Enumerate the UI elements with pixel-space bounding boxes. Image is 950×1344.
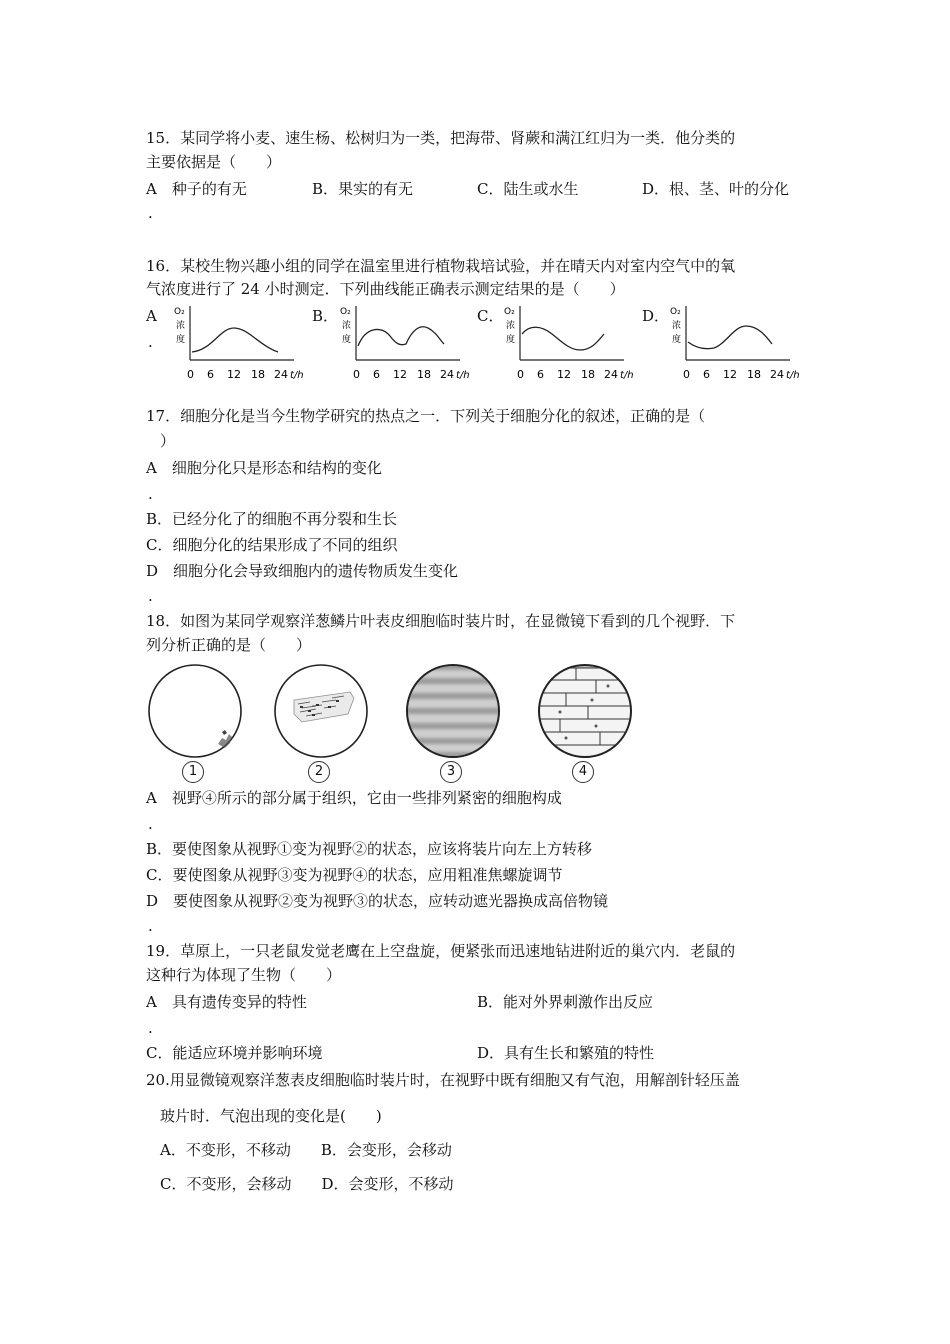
q15-option-a: A 种子的有无: [146, 180, 247, 198]
tick-12: 12: [723, 368, 737, 381]
ylabel-du: 度: [342, 335, 352, 345]
q18-dot-d: .: [148, 917, 153, 935]
ylabel-nong: 浓: [506, 321, 516, 331]
ylabel-nong: 浓: [176, 321, 186, 331]
curve: [192, 328, 278, 352]
q16-dot: .: [148, 333, 153, 351]
q19-stem-line1: 19．草原上，一只老鼠发觉老鹰在上空盘旋，便紧张而迅速地钻进附近的巢穴内．老鼠的: [146, 942, 736, 960]
tick-th: t/h: [620, 370, 634, 381]
q16-graph-c: [502, 300, 632, 389]
q18-option-c: C．要使图象从视野③变为视野④的状态，应用粗准焦螺旋调节: [146, 866, 563, 884]
tick-24: 24: [604, 368, 618, 381]
q19-dot: .: [148, 1019, 153, 1037]
q19-option-a: A 具有遗传变异的特性: [146, 993, 307, 1011]
q15-option-c: C．陆生或水生: [477, 180, 579, 198]
q17-option-a: A 细胞分化只是形态和结构的变化: [146, 459, 382, 477]
ylabel-du: 度: [506, 335, 516, 345]
tick-18: 18: [747, 368, 761, 381]
tick-12: 12: [393, 368, 407, 381]
q16-graph-b: [338, 300, 468, 389]
q20-stem-line2: 玻片时．气泡出现的变化是( ): [160, 1107, 382, 1125]
tick-12: 12: [227, 368, 241, 381]
tick-24: 24: [440, 368, 454, 381]
q17-stem-line2: ）: [160, 432, 176, 450]
microscope-field-3: [404, 662, 502, 764]
curve: [358, 327, 444, 346]
q18-option-d: D 要使图象从视野②变为视野③的状态，应转动遮光器换成高倍物镜: [146, 892, 609, 910]
field-label-1: 1: [182, 761, 204, 783]
ylabel-o2: O₂: [340, 307, 351, 317]
q17-stem-line1: 17．细胞分化是当今生物学研究的热点之一．下列关于细胞分化的叙述，正确的是（: [146, 407, 706, 425]
field-label-4: 4: [572, 761, 594, 783]
q15-dot: .: [148, 204, 153, 222]
ylabel-o2: O₂: [670, 307, 681, 317]
tick-th: t/h: [290, 370, 304, 381]
tick-th: t/h: [786, 370, 800, 381]
q19-option-c: C．能适应环境并影响环境: [146, 1044, 323, 1062]
q16-option-b: B．: [312, 307, 339, 325]
microscope-field-2: [272, 662, 370, 764]
q19-option-d: D．具有生长和繁殖的特性: [477, 1044, 655, 1062]
q16-option-c: C．: [477, 307, 504, 325]
q18-stem-line2: 列分析正确的是（ ）: [146, 636, 312, 654]
microscope-field-1: [146, 662, 244, 764]
curve: [688, 326, 772, 349]
q16-stem-line2: 气浓度进行了 24 小时测定．下列曲线能正确表示测定结果的是（ ）: [146, 280, 625, 298]
q18-option-a: A 视野④所示的部分属于组织，它由一些排列紧密的细胞构成: [146, 789, 562, 807]
q16-stem-line1: 16．某校生物兴趣小组的同学在温室里进行植物栽培试验，并在晴天内对室内空气中的氧: [146, 257, 736, 275]
tick-6: 6: [537, 368, 544, 381]
q18-option-b: B．要使图象从视野①变为视野②的状态，应该将装片向左上方转移: [146, 840, 593, 858]
q17-dot-a: .: [148, 485, 153, 503]
tick-6: 6: [373, 368, 380, 381]
q18-stem-line1: 18．如图为某同学观察洋葱鳞片叶表皮细胞临时装片时，在显微镜下看到的几个视野．下: [146, 612, 736, 630]
curve: [522, 327, 604, 350]
q15-stem-line2: 主要依据是（ ）: [146, 153, 282, 171]
q19-stem-line2: 这种行为体现了生物（ ）: [146, 966, 342, 984]
tick-0: 0: [353, 368, 360, 381]
tick-0: 0: [187, 368, 194, 381]
ylabel-nong: 浓: [672, 321, 682, 331]
q17-option-b: B．已经分化了的细胞不再分裂和生长: [146, 510, 398, 528]
ylabel-du: 度: [672, 335, 682, 345]
ylabel-du: 度: [176, 335, 186, 345]
tick-th: t/h: [456, 370, 470, 381]
tick-6: 6: [207, 368, 214, 381]
tick-0: 0: [683, 368, 690, 381]
q17-option-c: C．细胞分化的结果形成了不同的组织: [146, 536, 398, 554]
tick-24: 24: [770, 368, 784, 381]
tick-18: 18: [417, 368, 431, 381]
field-label-3: 3: [440, 761, 462, 783]
tick-0: 0: [517, 368, 524, 381]
q18-dot-a: .: [148, 815, 153, 833]
ylabel-o2: O₂: [174, 307, 185, 317]
microscope-field-4: [536, 662, 634, 764]
q16-option-d: D．: [642, 307, 670, 325]
q20-stem-line1: 20.用显微镜观察洋葱表皮细胞临时装片时，在视野中既有细胞又有气泡，用解剖针轻压盖: [146, 1071, 740, 1089]
field-label-2: 2: [308, 761, 330, 783]
tick-18: 18: [581, 368, 595, 381]
tick-12: 12: [557, 368, 571, 381]
tick-6: 6: [703, 368, 710, 381]
q20-options-ab: A．不变形，不移动 B．会变形，会移动: [160, 1141, 452, 1159]
tick-24: 24: [274, 368, 288, 381]
q16-graph-a: [172, 300, 302, 389]
q16-graph-d: [668, 300, 798, 389]
q19-option-b: B．能对外界刺激作出反应: [477, 993, 654, 1011]
q15-stem-line1: 15．某同学将小麦、速生杨、松树归为一类，把海带、肾蕨和满江红归为一类．他分类的: [146, 129, 736, 147]
ylabel-nong: 浓: [342, 321, 352, 331]
ylabel-o2: O₂: [504, 307, 515, 317]
q16-option-a: A: [146, 307, 157, 325]
q17-dot-d: .: [148, 587, 153, 605]
q15-option-b: B．果实的有无: [312, 180, 414, 198]
q20-options-cd: C．不变形，会移动 D．会变形，不移动: [160, 1175, 454, 1193]
tick-18: 18: [251, 368, 265, 381]
q17-option-d: D 细胞分化会导致细胞内的遗传物质发生变化: [146, 562, 459, 580]
q15-option-d: D．根、茎、叶的分化: [642, 180, 790, 198]
